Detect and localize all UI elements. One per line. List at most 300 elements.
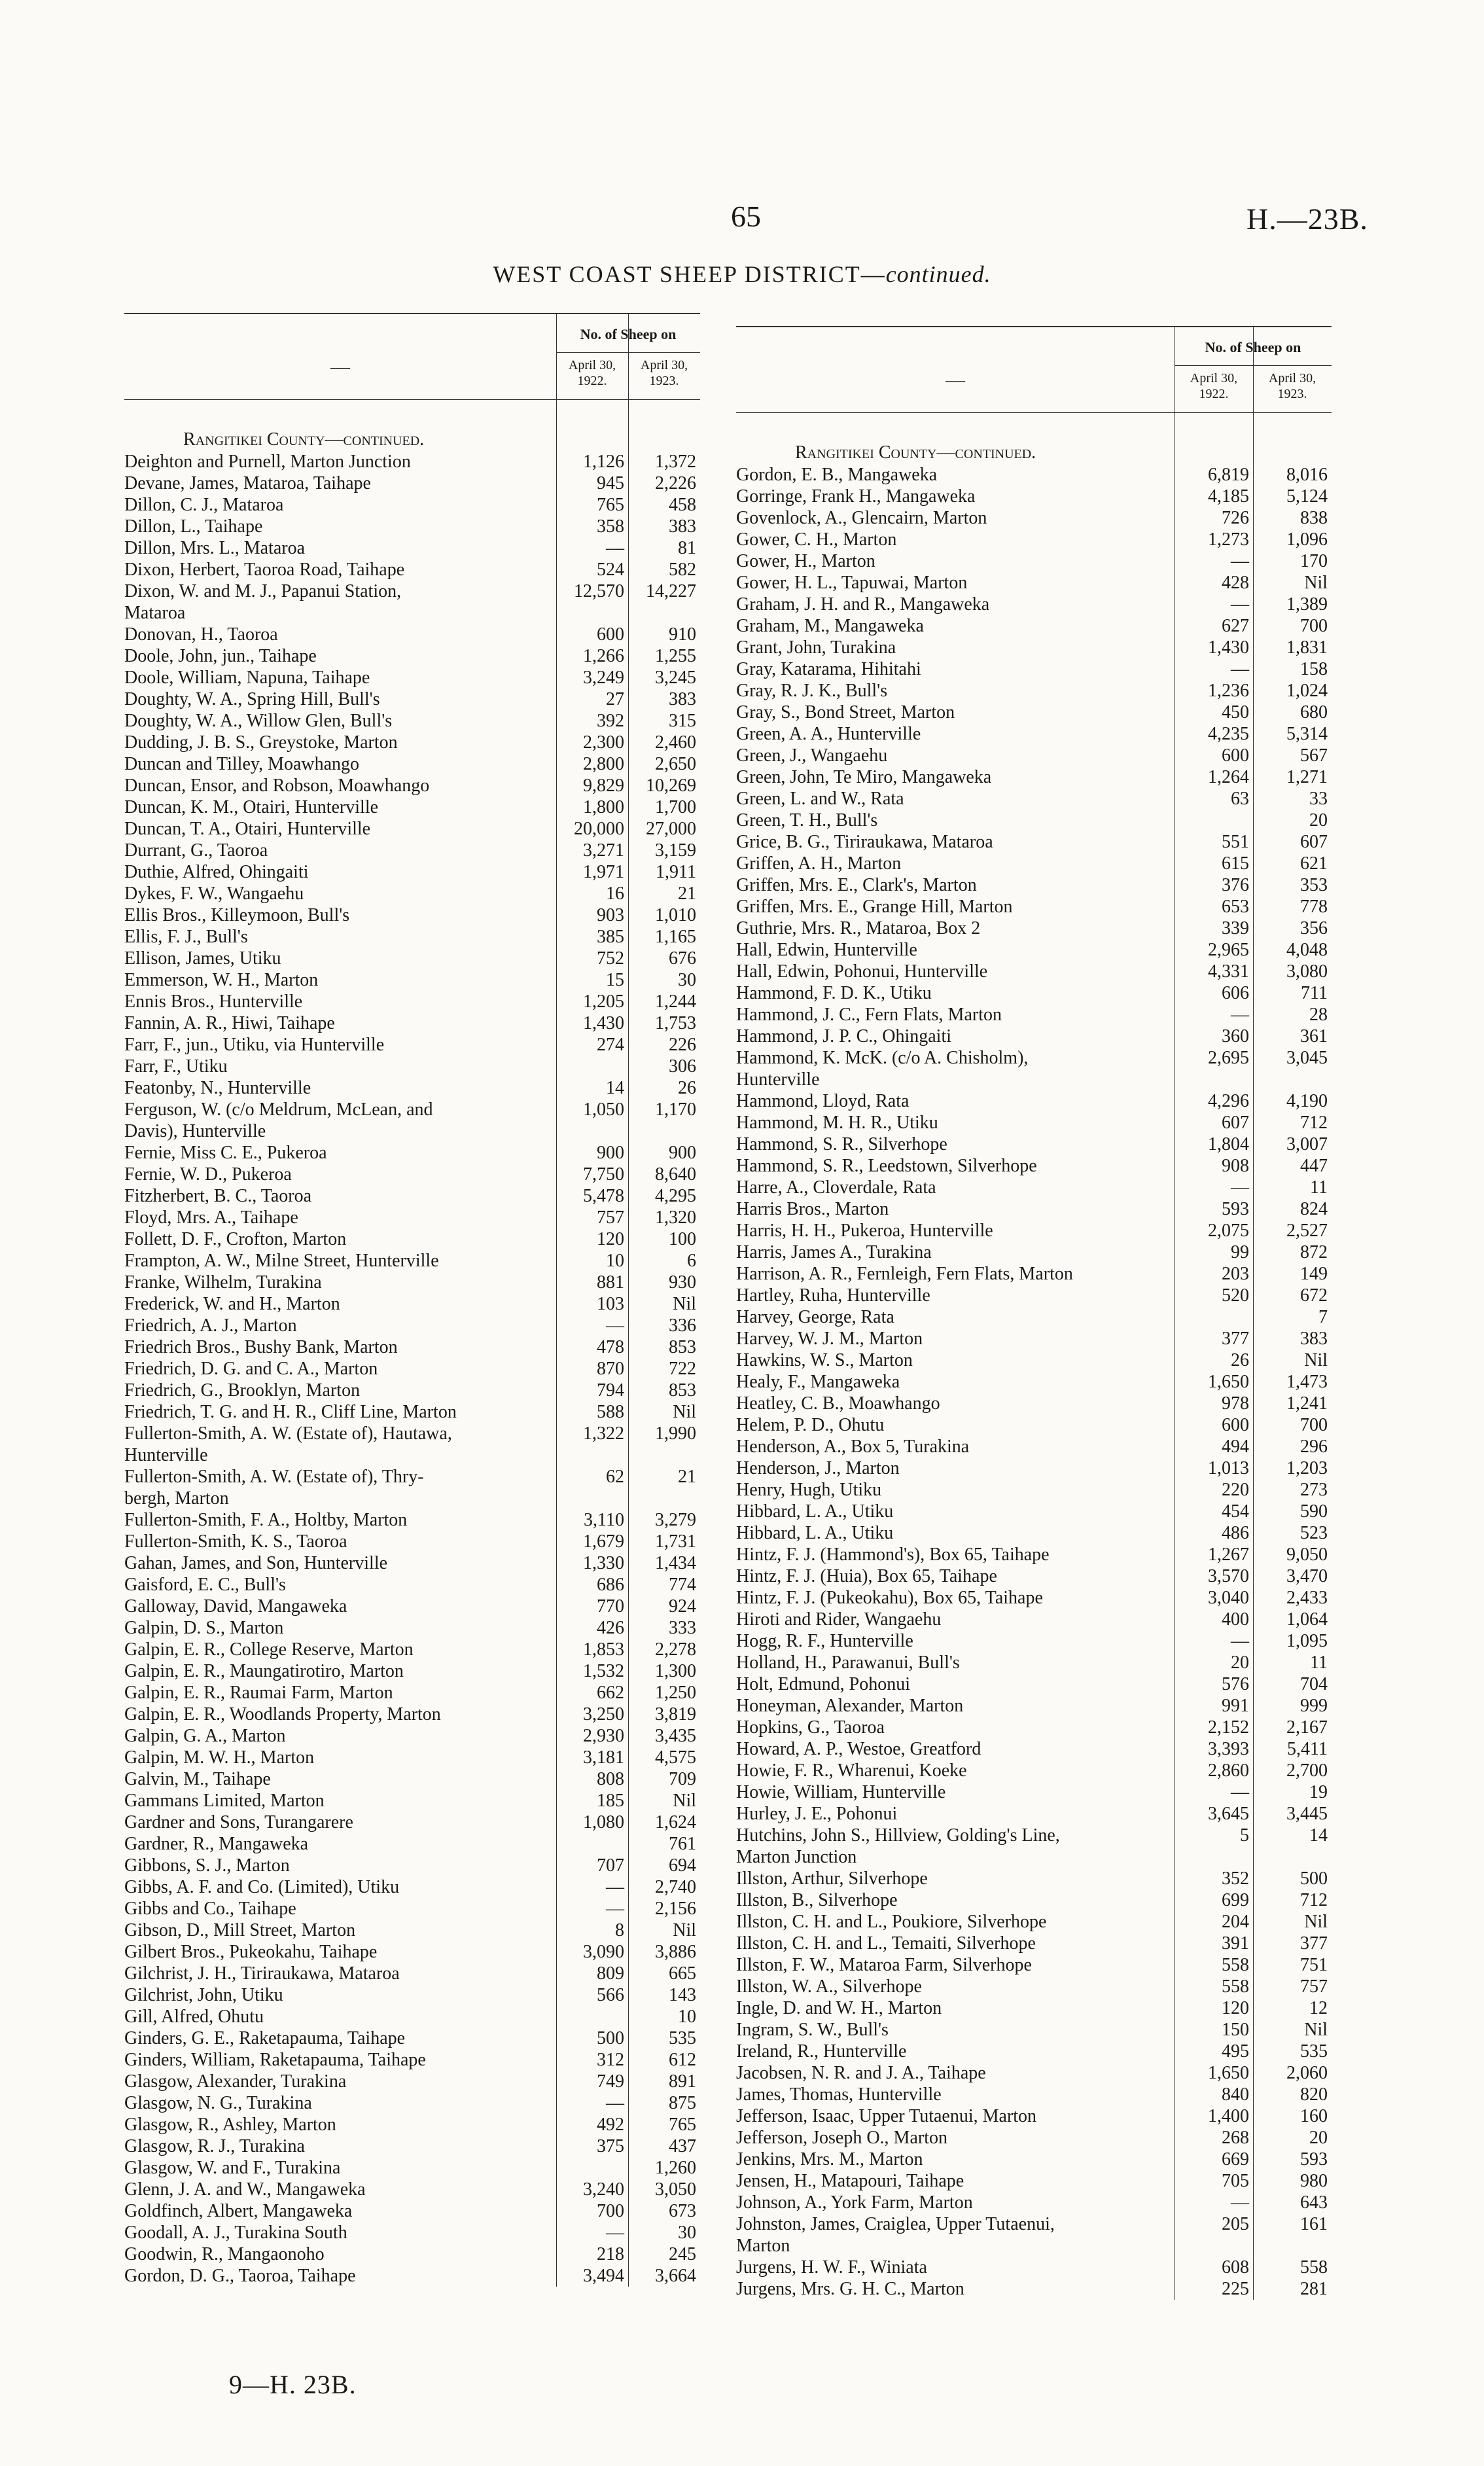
sheep-1922: 218 — [597, 2244, 624, 2264]
owner-name: Mataroa — [124, 603, 186, 623]
sheep-1922 — [1175, 1846, 1253, 1868]
header-dash: — — [330, 356, 350, 378]
sheep-1923: 1,024 — [1286, 681, 1328, 701]
table-row — [124, 2006, 700, 2028]
owner-name: Guthrie, Mrs. R., Mataroa, Box 2 — [736, 918, 981, 938]
owner-name: Harvey, W. J. M., Marton — [736, 1329, 923, 1349]
table-row — [736, 1803, 1332, 1825]
table-row — [124, 1768, 700, 1790]
owner-name: Griffen, A. H., Marton — [736, 853, 902, 874]
sheep-1922: 20 — [1231, 1653, 1249, 1673]
owner-name: Jurgens, Mrs. G. H. C., Marton — [736, 2279, 964, 2299]
sheep-1923: 333 — [669, 1618, 696, 1638]
header-april-1923 — [628, 357, 700, 389]
owner-name: Gordon, D. G., Taoroa, Taihape — [124, 2266, 356, 2286]
sheep-1922: 2,965 — [1208, 940, 1249, 960]
table-row — [736, 810, 1332, 831]
owner-name: Fannin, A. R., Hiwi, Taihape — [124, 1013, 335, 1033]
table-row — [736, 507, 1332, 529]
sheep-1923: 1,300 — [655, 1661, 696, 1681]
sheep-1922: 9,829 — [583, 776, 624, 796]
table-row — [736, 1587, 1332, 1609]
sheep-1922: 600 — [597, 624, 624, 645]
sheep-1922: 5 — [1240, 1825, 1249, 1846]
table-row — [124, 1898, 700, 1920]
sheep-1922: 752 — [597, 948, 624, 969]
owner-name: Devane, James, Mataroa, Taihape — [124, 473, 371, 493]
sheep-1922: 1,430 — [1208, 637, 1249, 658]
title-continued: continued. — [885, 261, 991, 287]
table-row — [736, 853, 1332, 874]
sheep-1922: 20,000 — [574, 819, 624, 839]
table-row — [124, 581, 700, 602]
table-row — [124, 624, 700, 645]
owner-name: Hunterville — [124, 1445, 208, 1465]
table-row — [124, 2114, 700, 2135]
sheep-1922: 392 — [597, 711, 624, 731]
sheep-1923: 21 — [678, 884, 696, 904]
table-row — [736, 1673, 1332, 1695]
sheep-1922: 978 — [1222, 1393, 1249, 1414]
sheep-1923: 5,411 — [1287, 1739, 1328, 1759]
sheep-1923 — [1253, 1069, 1332, 1090]
sheep-1922: 705 — [1222, 2171, 1249, 2191]
owner-name: Henderson, A., Box 5, Turakina — [736, 1437, 970, 1457]
owner-name: Illston, Arthur, Silverhope — [736, 1868, 928, 1889]
sheep-1922: 1,853 — [583, 1639, 624, 1660]
table-row — [736, 1242, 1332, 1263]
table-row — [124, 1855, 700, 1876]
table-row — [124, 1012, 700, 1034]
table-row — [736, 1911, 1332, 1933]
sheep-1922: 352 — [1222, 1868, 1249, 1889]
sheep-1922: 4,331 — [1208, 961, 1249, 982]
table-row — [736, 1695, 1332, 1717]
table-row — [736, 1522, 1332, 1544]
table-row — [736, 745, 1332, 766]
sheep-1923: 383 — [1300, 1329, 1328, 1349]
owner-name: Dykes, F. W., Wangaehu — [124, 884, 304, 904]
sheep-1922: 808 — [597, 1769, 624, 1789]
sheep-1922: 1,650 — [1208, 1372, 1249, 1392]
owner-name: Hall, Edwin, Pohonui, Hunterville — [736, 961, 988, 982]
owner-name: Dixon, Herbert, Taoroa Road, Taihape — [124, 560, 405, 580]
sheep-1922: 500 — [597, 2028, 624, 2048]
sheep-1923: 680 — [1300, 702, 1328, 723]
sheep-1922: — — [1231, 594, 1249, 615]
sheep-1922: — — [606, 538, 624, 558]
sheep-1922: 274 — [597, 1035, 624, 1055]
owner-name: Gray, S., Bond Street, Marton — [736, 702, 955, 723]
owner-name: Illston, W. A., Silverhope — [736, 1976, 922, 1997]
sheep-1923: 567 — [1300, 745, 1328, 766]
sheep-1923: 853 — [669, 1380, 696, 1401]
sheep-1922: 3,494 — [583, 2266, 624, 2286]
sheep-1923 — [1253, 2235, 1332, 2257]
owner-name: Goodwin, R., Mangaonoho — [124, 2244, 325, 2264]
table-row — [124, 1164, 700, 1185]
sheep-1922: 377 — [1222, 1329, 1249, 1349]
owner-name: Marton Junction — [736, 1847, 857, 1867]
sheep-1923: 2,740 — [655, 1877, 696, 1897]
owner-name: Friedrich Bros., Bushy Bank, Marton — [124, 1337, 398, 1357]
sheep-1923: 712 — [1300, 1113, 1328, 1133]
table-row — [736, 1198, 1332, 1220]
sheep-1923: 3,435 — [655, 1726, 696, 1746]
right-table — [736, 313, 1334, 2300]
owner-name: Marton — [736, 2236, 790, 2256]
sheep-1922 — [1175, 2235, 1253, 2257]
sheep-1923: 712 — [1300, 1890, 1328, 1910]
sheep-1923: 161 — [1300, 2214, 1328, 2234]
sheep-1923: 3,159 — [655, 840, 696, 861]
sheep-1922: 16 — [606, 884, 624, 904]
sheep-1923: 3,245 — [655, 668, 696, 688]
table-row — [124, 559, 700, 581]
table-row — [124, 688, 700, 710]
sheep-1923: 1,320 — [655, 1207, 696, 1228]
owner-name: Graham, J. H. and R., Mangaweka — [736, 594, 990, 615]
owner-name: Dillon, Mrs. L., Mataroa — [124, 538, 306, 558]
table-row — [736, 1976, 1332, 1997]
owner-name: Friedrich, G., Brooklyn, Marton — [124, 1380, 361, 1401]
table-row — [736, 2062, 1332, 2084]
sheep-1923: 612 — [669, 2050, 696, 2070]
table-row — [736, 1371, 1332, 1393]
table-row — [124, 1358, 700, 1380]
owner-name: Hammond, M. H. R., Utiku — [736, 1113, 938, 1133]
sheep-1922: — — [1231, 2192, 1249, 2213]
sheep-1922 — [556, 1056, 628, 1077]
table-row — [124, 1250, 700, 1272]
sheep-1923: 1,911 — [656, 862, 696, 882]
sheep-1922: 593 — [1222, 1199, 1249, 1219]
table-row — [736, 1868, 1332, 1889]
sheep-1923: 30 — [678, 2223, 696, 2243]
sheep-1922 — [556, 2157, 628, 2179]
sheep-1922: 3,570 — [1208, 1566, 1249, 1586]
owner-name: Glenn, J. A. and W., Mangaweka — [124, 2179, 366, 2200]
owner-name: Friedrich, A. J., Marton — [124, 1315, 297, 1336]
table-row — [736, 1134, 1332, 1155]
sheep-1923: 999 — [1300, 1696, 1328, 1716]
sheep-1923: 665 — [669, 1963, 696, 1984]
table-row — [124, 710, 700, 732]
sheep-1923: 523 — [1300, 1523, 1328, 1543]
owner-name: Hopkins, G., Taoroa — [736, 1717, 885, 1738]
sheep-1923: 383 — [669, 689, 696, 709]
sheep-1922: — — [606, 1877, 624, 1897]
owner-name: Farr, F., jun., Utiku, via Hunterville — [124, 1035, 385, 1055]
sheep-1922: 1,330 — [583, 1553, 624, 1573]
sheep-1923: Nil — [1304, 1912, 1328, 1932]
sheep-1922: 400 — [1222, 1609, 1249, 1630]
owner-name: Hall, Edwin, Hunterville — [736, 940, 917, 960]
sheep-1923: 160 — [1300, 2106, 1328, 2126]
table-row — [124, 883, 700, 904]
sheep-1922: 3,040 — [1208, 1588, 1249, 1608]
table-row — [124, 1812, 700, 1833]
owner-name: Griffen, Mrs. E., Grange Hill, Marton — [736, 897, 1013, 917]
owner-name: Friedrich, T. G. and H. R., Cliff Line, Marton — [124, 1402, 457, 1422]
owner-name: Healy, F., Mangaweka — [736, 1372, 900, 1392]
sheep-1923: 820 — [1300, 2084, 1328, 2105]
sheep-1922: 607 — [1222, 1113, 1249, 1133]
sheep-1922: 4,185 — [1208, 486, 1249, 507]
table-row — [736, 1414, 1332, 1436]
sheep-1922: 120 — [597, 1229, 624, 1249]
subheading-text: Rangitikei County—continued. — [795, 442, 1036, 463]
sheep-1922: 5,478 — [583, 1186, 624, 1206]
sheep-1923: 306 — [669, 1056, 696, 1077]
table-row — [124, 1790, 700, 1812]
sheep-1922: 391 — [1222, 1933, 1249, 1954]
sheep-1923 — [1253, 1846, 1332, 1868]
sheep-1923: 3,819 — [655, 1704, 696, 1724]
owner-name: Duncan and Tilley, Moawhango — [124, 754, 360, 774]
table-row — [736, 1177, 1332, 1198]
sheep-1923: 1,372 — [655, 452, 696, 472]
owner-name: Galpin, E. R., College Reserve, Marton — [124, 1639, 414, 1660]
sheep-1922: 1,800 — [583, 797, 624, 817]
sheep-1922: 478 — [597, 1337, 624, 1357]
owner-name: Hutchins, John S., Hillview, Golding's Line, — [736, 1825, 1060, 1846]
sheep-1922: — — [1231, 1782, 1249, 1802]
sheep-1923: 12 — [1309, 1998, 1328, 2018]
table-row — [124, 1531, 700, 1552]
header-line: 1923. — [649, 374, 679, 388]
sheep-1922: 608 — [1222, 2257, 1249, 2278]
header-sheep-count: No. of Sheep on — [580, 326, 677, 342]
owner-name: Hintz, F. J. (Hammond's), Box 65, Taihape — [736, 1545, 1050, 1565]
sheep-1923: 361 — [1300, 1026, 1328, 1046]
table-row — [124, 969, 700, 991]
sheep-1922: 312 — [597, 2050, 624, 2070]
sheep-1923: 1,624 — [655, 1812, 696, 1832]
sheep-1922 — [1175, 1069, 1253, 1090]
owner-name: Jefferson, Joseph O., Marton — [736, 2128, 947, 2148]
owner-name: Dudding, J. B. S., Greystoke, Marton — [124, 732, 398, 753]
table-row — [124, 1228, 700, 1250]
owner-name: Howie, F. R., Wharenui, Koeke — [736, 1760, 967, 1781]
owner-name: Illston, F. W., Mataroa Farm, Silverhope — [736, 1955, 1032, 1975]
sheep-1923: 1,250 — [655, 1683, 696, 1703]
owner-name: Galpin, M. W. H., Marton — [124, 1747, 315, 1768]
sheep-1923: 1,244 — [655, 992, 696, 1012]
sheep-1922: 4,235 — [1208, 724, 1249, 744]
footer-code: 9—H. 23B. — [229, 2370, 357, 2399]
owner-name: Johnston, James, Craiglea, Upper Tutaenui, — [736, 2214, 1055, 2234]
sheep-1923: 353 — [1300, 875, 1328, 895]
table-row — [736, 1630, 1332, 1652]
title-main: WEST COAST SHEEP DISTRICT— — [493, 261, 886, 287]
table-row — [736, 1933, 1332, 1954]
table-row — [124, 904, 700, 926]
sheep-1922: 12,570 — [574, 581, 624, 601]
table-row — [124, 645, 700, 667]
owner-name: Heatley, C. B., Moawhango — [736, 1393, 940, 1414]
sheep-1922: 2,075 — [1208, 1221, 1249, 1241]
sheep-1923: 458 — [669, 495, 696, 515]
sheep-1922: 1,267 — [1208, 1545, 1249, 1565]
table-row — [124, 1639, 700, 1660]
owner-name: Gilchrist, J. H., Tiriraukawa, Mataroa — [124, 1963, 400, 1984]
sheep-1923: 582 — [669, 560, 696, 580]
sheep-1923: 607 — [1300, 832, 1328, 852]
owner-name: Hammond, K. McK. (c/o A. Chisholm), — [736, 1048, 1029, 1068]
sheep-1922: 726 — [1222, 508, 1249, 528]
sheep-1923: 910 — [669, 624, 696, 645]
table-row — [736, 658, 1332, 680]
table-row — [124, 1336, 700, 1358]
owner-name: Gorringe, Frank H., Mangaweka — [736, 486, 976, 507]
table-row — [124, 775, 700, 796]
table-row — [736, 2278, 1332, 2300]
owner-name: Jefferson, Isaac, Upper Tutaenui, Marton — [736, 2106, 1037, 2126]
table-row — [124, 926, 700, 948]
sheep-1922: 1,400 — [1208, 2106, 1249, 2126]
sheep-1923: 1,473 — [1286, 1372, 1328, 1392]
sheep-1922: — — [606, 1315, 624, 1336]
sheep-1923 — [628, 1488, 700, 1509]
header-sheep-count: No. of Sheep on — [1205, 339, 1301, 355]
sheep-1922: 699 — [1222, 1890, 1249, 1910]
table-row — [124, 753, 700, 775]
owner-name: Hiroti and Rider, Wangaehu — [736, 1609, 942, 1630]
owner-name: Grice, B. G., Tiriraukawa, Mataroa — [736, 832, 993, 852]
sheep-1923: 8,016 — [1286, 465, 1328, 485]
sheep-1922: — — [1231, 1005, 1249, 1025]
table-row — [736, 1436, 1332, 1457]
sheep-1923: 722 — [669, 1359, 696, 1379]
sheep-1922: 1,804 — [1208, 1134, 1249, 1154]
sheep-1922: 2,800 — [583, 754, 624, 774]
sheep-1923: 377 — [1300, 1933, 1328, 1954]
sheep-1922: 1,650 — [1208, 2063, 1249, 2083]
sheep-1923 — [628, 1444, 700, 1466]
sheep-1923: 10,269 — [646, 776, 696, 796]
county-subheading — [124, 428, 700, 451]
sheep-1922: 881 — [597, 1272, 624, 1293]
table-row — [124, 796, 700, 818]
owner-name: Goodall, A. J., Turakina South — [124, 2223, 347, 2243]
table-row — [736, 1026, 1332, 1047]
owner-name: Gower, H., Marton — [736, 551, 875, 571]
owner-name: Harris, James A., Turakina — [736, 1242, 932, 1262]
table-row — [736, 939, 1332, 961]
owner-name: Ellison, James, Utiku — [124, 948, 281, 969]
table-header — [124, 313, 700, 427]
owner-name: Hogg, R. F., Hunterville — [736, 1631, 913, 1651]
sheep-1922 — [1175, 810, 1253, 831]
table-row — [736, 788, 1332, 810]
sheep-1923: 245 — [669, 2244, 696, 2264]
owner-name: Hintz, F. J. (Pukeokahu), Box 65, Taihape — [736, 1588, 1043, 1608]
table-row — [124, 1293, 700, 1315]
sheep-1922: 6,819 — [1208, 465, 1249, 485]
owner-name: Dillon, L., Taihape — [124, 516, 263, 537]
owner-name: Ennis Bros., Hunterville — [124, 992, 303, 1012]
sheep-1922: 1,050 — [583, 1099, 624, 1120]
table-row — [124, 1963, 700, 1984]
header-line: April 30, — [1190, 371, 1238, 385]
table-row — [124, 1142, 700, 1164]
table-row — [736, 1285, 1332, 1306]
sheep-1922: — — [606, 2223, 624, 2243]
sheep-1923: 1,203 — [1286, 1458, 1328, 1478]
owner-name: Durrant, G., Taoroa — [124, 840, 268, 861]
owner-name: Galpin, D. S., Marton — [124, 1618, 284, 1638]
table-row — [736, 572, 1332, 594]
owner-name: Duncan, K. M., Otairi, Hunterville — [124, 797, 379, 817]
table-row — [736, 702, 1332, 723]
table-row — [736, 1652, 1332, 1673]
sheep-1923: 315 — [669, 711, 696, 731]
sheep-1922: 204 — [1222, 1912, 1249, 1932]
sheep-1923: 3,886 — [655, 1942, 696, 1962]
table-row — [736, 2105, 1332, 2127]
sheep-1922 — [556, 2006, 628, 2028]
page-title — [0, 260, 1484, 288]
table-row — [124, 516, 700, 537]
sheep-1922: 454 — [1222, 1501, 1249, 1522]
sheep-1923: 875 — [669, 2093, 696, 2113]
sheep-1922: 662 — [597, 1683, 624, 1703]
table-row — [124, 2265, 700, 2287]
sheep-1922: 26 — [1231, 1350, 1249, 1370]
sheep-1922: 520 — [1222, 1285, 1249, 1306]
sheep-1922: 14 — [606, 1078, 624, 1098]
sheep-1922: 606 — [1222, 983, 1249, 1003]
sheep-1922: 268 — [1222, 2128, 1249, 2148]
owner-name: Ingle, D. and W. H., Marton — [736, 1998, 942, 2018]
sheep-1923: 700 — [1300, 616, 1328, 636]
table-row — [124, 1423, 700, 1444]
sheep-1922: 991 — [1222, 1696, 1249, 1716]
table-row — [736, 2149, 1332, 2170]
sheep-1923: 336 — [669, 1315, 696, 1336]
owner-name: Hammond, J. C., Fern Flats, Marton — [736, 1005, 1002, 1025]
sheep-1923: 30 — [678, 970, 696, 990]
sheep-1922: 3,249 — [583, 668, 624, 688]
owner-name: Gibbs and Co., Taihape — [124, 1899, 296, 1919]
sheep-1923: 143 — [669, 1985, 696, 2005]
owner-name: Hunterville — [736, 1069, 820, 1090]
sheep-1922: 376 — [1222, 875, 1249, 895]
sheep-1922: 3,645 — [1208, 1804, 1249, 1824]
owner-name: Galloway, David, Mangaweka — [124, 1596, 347, 1617]
owner-name: Fernie, W. D., Pukeroa — [124, 1164, 292, 1185]
sheep-1923: 5,124 — [1286, 486, 1328, 507]
sheep-1923: 447 — [1300, 1156, 1328, 1176]
sheep-1922: 840 — [1222, 2084, 1249, 2105]
sheep-1923: 1,010 — [655, 905, 696, 925]
table-row — [124, 2028, 700, 2049]
owner-name: Galvin, M., Taihape — [124, 1769, 271, 1789]
table-row — [124, 1185, 700, 1207]
sheep-1922: 494 — [1222, 1437, 1249, 1457]
sheep-1922: 653 — [1222, 897, 1249, 917]
owner-name: Harre, A., Cloverdale, Rata — [736, 1177, 936, 1198]
sheep-1923: 3,279 — [655, 1510, 696, 1530]
sheep-1922 — [556, 602, 628, 624]
table-row — [736, 896, 1332, 918]
owner-name: Franke, Wilhelm, Turakina — [124, 1272, 322, 1293]
owner-name: Doole, William, Napuna, Taihape — [124, 668, 370, 688]
owner-name: Ginders, G. E., Raketapauma, Taihape — [124, 2028, 406, 2048]
owner-name: Helem, P. D., Ohutu — [736, 1415, 885, 1435]
table-row — [736, 1069, 1332, 1090]
